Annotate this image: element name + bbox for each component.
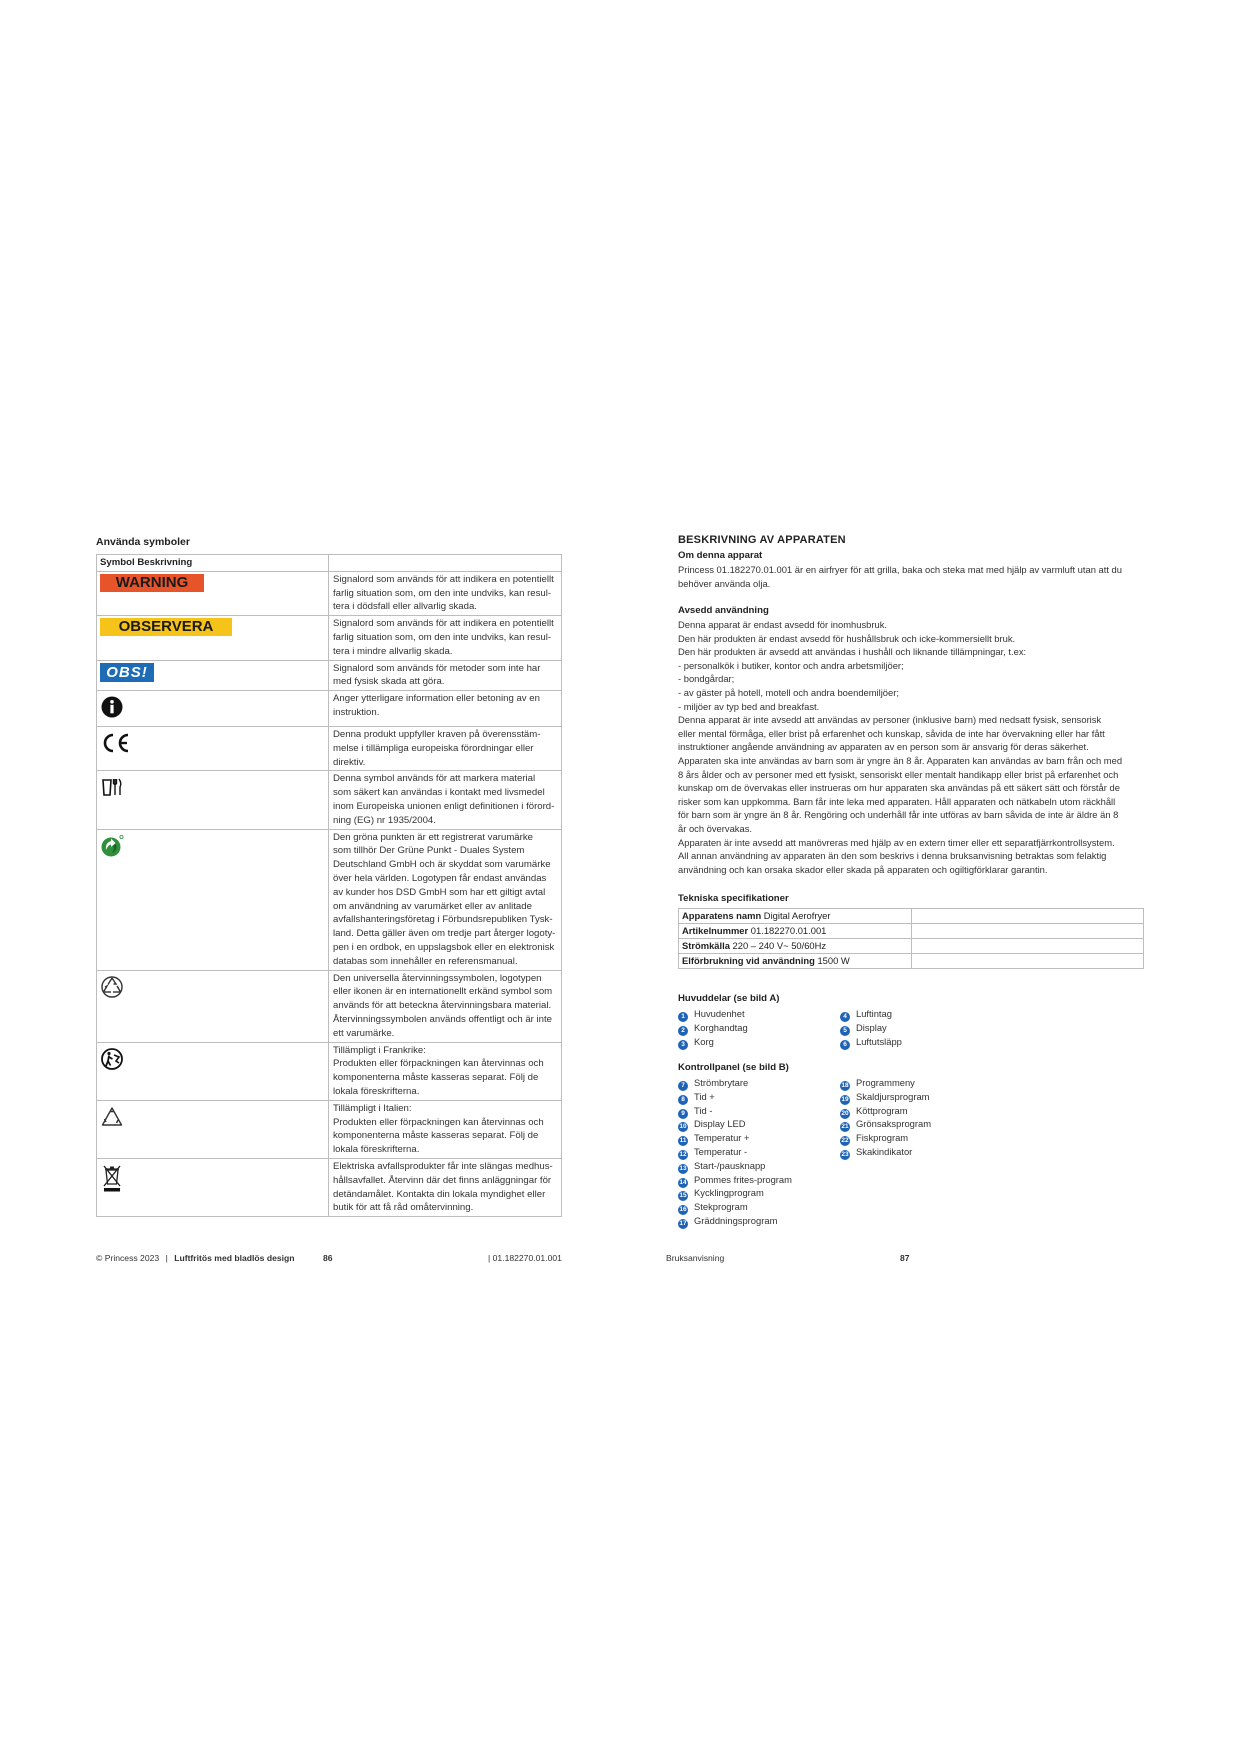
table-row — [97, 771, 562, 829]
symbol-description: Tillämpligt i Italien: Produkten eller förpackningen kan återvinnas och komponenterna måste kasseras separat. Följ de lokala föreskrifterna. — [329, 1100, 562, 1158]
number-badge: 21 — [841, 1123, 849, 1131]
footer-left — [96, 1253, 295, 1263]
list-item: 23 Skakindikator — [841, 1145, 913, 1158]
section-title: BESKRIVNING AV APPARATEN — [678, 534, 846, 546]
intended-use-paragraph: Denna apparat är endast avsedd för inomhusbruk. Den här produkten är endast avsedd för hushållsbruk och icke-kommersiellt bruk. Den här produkten är avsedd att användas i hushåll och liknande tillämpningar, t.ex: - personalkök i butiker, kontor och andra arbetsmiljöer; - bondgårdar; - av gäster på hotell, motell och andra boendemiljöer; - miljöer av typ bed and breakfast. Denna apparat är inte avsedd att användas av personer (inklusive barn) med nedsatt fysisk, sensorisk eller mental förmåga, eller brist på erfarenhet och kunskap, såvida de inte har övervakning eller har fått instruktioner angående användning av apparaten av en person som är ansvarig för deras säkerhet. Apparaten ska inte användas av barn som är yngre än 8 år. Apparaten kan användas av barn från och med 8 års ålder och av personer med ett fysiskt, sensoriskt eller mentalt handikapp eller brist på erfarenhet och kunskap om de övervakas eller instrueras om hur apparaten ska användas på ett säkert sätt och förstår de risker som kan uppkomma. Barn får inte leka med apparaten. Håll apparaten och nätkabeln utom räckhåll för barn som är yngre än 8 år. Rengöring och underhåll får inte utföras av barn såvida de inte är äldre än 8 år och övervakas. Apparaten är inte avsedd att manövreras med hjälp av en extern timer eller ett separatfjärrkontrollsystem. All annan användning av apparaten än den som beskrivs i denna bruksanvisning betraktas som felaktig användning och kan orsaka skador eller skada på apparaten och ogiltigförklarar garantin. — [678, 619, 1123, 875]
number-badge: 14 — [679, 1178, 687, 1186]
list-item: 22 Fiskprogram — [841, 1132, 909, 1145]
list-item: 14 Pommes frites-program — [679, 1173, 792, 1186]
about-heading: Om denna apparat — [678, 550, 763, 561]
control-panel-heading: Kontrollpanel (se bild B) — [678, 1062, 789, 1073]
list-item: 2 Korghandtag — [678, 1021, 748, 1035]
number-badge: 9 — [678, 1109, 688, 1119]
symbols-heading: Använda symboler — [96, 536, 190, 548]
table-row — [97, 1158, 562, 1216]
number-badge: 6 — [840, 1040, 850, 1050]
number-badge: 17 — [679, 1219, 687, 1227]
table-row — [97, 829, 562, 970]
table-row — [97, 691, 562, 727]
intended-use-heading: Avsedd användning — [678, 605, 769, 616]
symbols-table-header — [97, 555, 562, 572]
symbol-description: Signalord som används för att indikera en potentiellt farlig situation som, om den inte undviks, kan resul- tera i mindre allvarlig skada. — [329, 616, 562, 660]
footer-article-number: | 01.182270.01.001 — [488, 1253, 562, 1263]
left-page — [0, 0, 620, 1754]
table-row: Apparatens namn Digital Aerofryer — [679, 909, 1144, 924]
symbol-description: Tillämpligt i Frankrike: Produkten eller förpackningen kan återvinnas och komponenterna måste kasseras separat. Följ de lokala föreskrifterna. — [329, 1042, 562, 1100]
control-panel-list — [678, 1076, 1148, 1231]
number-badge: 11 — [679, 1137, 687, 1145]
table-row — [97, 571, 562, 615]
number-badge: 4 — [840, 1012, 850, 1022]
footer-separator: | — [165, 1253, 168, 1263]
list-item: 15 Kycklingprogram — [679, 1187, 764, 1200]
number-badge: 23 — [841, 1150, 849, 1158]
ce-mark-icon — [100, 731, 132, 755]
observera-signal-label: OBSERVERA — [100, 618, 232, 636]
number-badge: 18 — [841, 1082, 849, 1089]
main-parts-list — [678, 1007, 1148, 1052]
list-item: 3 Korg — [678, 1035, 748, 1049]
green-dot-icon — [100, 834, 124, 858]
obs-signal-label: OBS! — [100, 663, 154, 682]
list-item: 21 Grönsaksprogram — [841, 1118, 932, 1131]
specs-table — [678, 908, 1144, 969]
number-badge: 10 — [679, 1123, 687, 1131]
table-row — [97, 1042, 562, 1100]
symbol-description: Den gröna punkten är ett registrerat varumärke som tillhör Der Grüne Punkt - Duales System Deutschland GmbH och är skyddat som varumärke över hela världen. Logotypen får endast användas av kunder hos DSD GmbH som har ett giltigt avtal om användning av varumärket eller av anlitade avfallshanteringsföretag i Förbundsrepubliken Tysk- land. Detta gäller även om tredje part återger logoty- pen i en ordbok, en uppslagsbok eller en elektronisk databas som innehåller en referensmanual. — [329, 829, 562, 970]
symbol-description: Anger ytterligare information eller betoning av en instruktion. — [329, 691, 562, 727]
number-badge: 8 — [678, 1095, 688, 1105]
right-page — [620, 0, 1240, 1754]
list-item: 8 Tid + — [678, 1090, 792, 1104]
list-item: 19 Skaldjursprogram — [841, 1090, 930, 1103]
triman-icon — [100, 1047, 124, 1071]
list-item: 18 Programmeny — [841, 1077, 915, 1089]
list-item: 1 Huvudenhet — [678, 1007, 748, 1021]
main-parts-heading: Huvuddelar (se bild A) — [678, 993, 780, 1004]
warning-signal-label: WARNING — [100, 574, 204, 592]
number-badge: 12 — [679, 1150, 687, 1158]
number-badge: 2 — [678, 1026, 688, 1036]
list-item: 7 Strömbrytare — [678, 1076, 792, 1090]
specs-heading: Tekniska specifikationer — [678, 893, 789, 904]
list-item: 11 Temperatur + — [679, 1132, 750, 1145]
list-item: 17 Gräddningsprogram — [679, 1214, 778, 1227]
symbols-header-col2 — [329, 555, 562, 572]
number-badge: 20 — [841, 1109, 849, 1117]
list-item: 4 Luftintag — [840, 1007, 902, 1021]
symbols-table — [96, 554, 562, 1217]
number-badge: 5 — [840, 1026, 850, 1036]
number-badge: 15 — [679, 1192, 687, 1200]
list-item: 5 Display — [840, 1021, 902, 1035]
table-row — [97, 616, 562, 660]
footer-copyright: © Princess 2023 — [96, 1253, 160, 1263]
weee-bin-icon — [100, 1163, 124, 1193]
list-item: 16 Stekprogram — [679, 1201, 748, 1214]
number-badge: 13 — [679, 1164, 687, 1172]
symbol-description: Signalord som används för att indikera en potentiellt farlig situation som, om den inte undviks, kan resul- tera i dödsfall eller allvarlig skada. — [329, 571, 562, 615]
table-row — [97, 660, 562, 691]
table-row — [97, 1100, 562, 1158]
list-item: 10 Display LED — [679, 1118, 746, 1131]
recycling-icon — [100, 975, 124, 999]
table-row — [97, 726, 562, 770]
info-icon — [100, 695, 124, 719]
symbol-description: Den universella återvinningssymbolen, logotypen eller ikonen är en internationellt erkänd symbol som används för att beteckna återvinningsbara material. Återvinningssymbolen används offentligt och är inte ett varumärke. — [329, 970, 562, 1042]
list-item: 13 Start-/pausknapp — [679, 1159, 766, 1172]
list-item: 6 Luftutsläpp — [840, 1035, 902, 1049]
list-item: 20 Köttprogram — [841, 1104, 908, 1117]
table-row: Elförbrukning vid användning 1500 W — [679, 954, 1144, 969]
table-row — [97, 970, 562, 1042]
food-contact-icon — [100, 775, 124, 799]
number-badge: 7 — [678, 1081, 688, 1091]
footer-page-number: 87 — [900, 1253, 910, 1263]
footer-title: Luftfritös med bladlös design — [174, 1253, 295, 1263]
symbol-description: Elektriska avfallsprodukter får inte slängas medhus- hållsavfallet. Återvinn där det finns anläggningar för detändamålet. Kontakta din lokala myndighet eller butik för att få råd omåtervinning. — [329, 1158, 562, 1216]
footer-manual-label: Bruksanvisning — [666, 1253, 725, 1263]
about-paragraph: Princess 01.182270.01.001 är en airfryer för att grilla, baka och steka mat med hjälp av varmluft utan att du behöver använda olja. — [678, 564, 1122, 589]
symbols-header-col1: Symbol Beskrivning — [97, 555, 329, 572]
number-badge: 16 — [679, 1206, 687, 1214]
recycle-triangle-icon — [100, 1105, 124, 1129]
table-row: Artikelnummer 01.182270.01.001 — [679, 924, 1144, 939]
list-item: 9 Tid - — [678, 1104, 792, 1118]
symbol-description: Signalord som används för metoder som inte har med fysisk skada att göra. — [329, 660, 562, 691]
symbol-description: Denna produkt uppfyller kraven på överensstäm- melse i tillämpliga europeiska förordningar eller direktiv. — [329, 726, 562, 770]
list-item: 12 Temperatur - — [679, 1145, 748, 1158]
symbol-description: Denna symbol används för att markera material som säkert kan användas i kontakt med livsmedel inom Europeiska unionen enligt definitionen i förord- ning (EG) nr 1935/2004. — [329, 771, 562, 829]
table-row: Strömkälla 220 – 240 V~ 50/60Hz — [679, 939, 1144, 954]
number-badge: 1 — [678, 1012, 688, 1022]
number-badge: 19 — [841, 1095, 849, 1103]
number-badge: 22 — [841, 1137, 849, 1145]
footer-page-number: 86 — [323, 1253, 333, 1263]
number-badge: 3 — [678, 1040, 688, 1050]
